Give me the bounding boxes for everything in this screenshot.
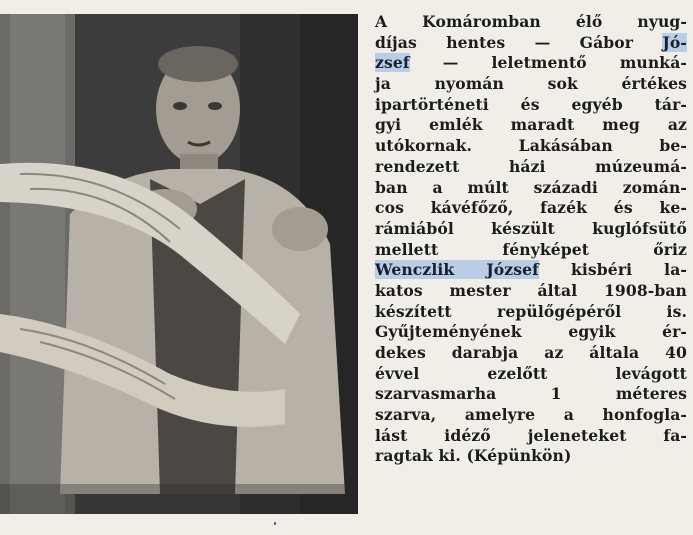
article-line	[375, 33, 687, 54]
text-segment: dekes darabja az általa 40	[375, 343, 687, 362]
text-segment: szarvasmarha 1 méteres	[375, 384, 687, 404]
text-segment: cos kávéfőző, fazék és ke-	[375, 198, 687, 218]
text-segment: Gyűjteményének egyik ér-	[375, 322, 687, 342]
article-line	[375, 240, 687, 261]
article-line	[375, 364, 687, 385]
article-line	[375, 322, 687, 343]
article-line	[375, 281, 687, 302]
article-line	[375, 157, 687, 178]
article-text	[375, 12, 687, 467]
text-segment: gyi emlék maradt meg az	[375, 115, 687, 135]
article-line	[375, 343, 687, 364]
article-line	[375, 302, 687, 323]
text-segment: rendezett házi múzeumá-	[375, 156, 687, 176]
photo-man-with-carved-horn	[0, 14, 358, 514]
print-speck	[274, 522, 276, 525]
article-line	[375, 426, 687, 447]
text-segment: kisbéri la-	[538, 260, 687, 280]
article-line	[375, 95, 687, 116]
article-line	[375, 74, 687, 95]
article-line	[375, 405, 687, 426]
highlighted-name: zsef	[375, 53, 410, 73]
text-segment: díjas hentes — Gábor	[375, 32, 663, 52]
article-line	[375, 219, 687, 240]
article-line	[375, 260, 687, 281]
text-segment: mellett fényképet őriz	[375, 239, 687, 259]
text-segment: ban a múlt századi zomán-	[375, 177, 687, 197]
text-segment: készített repülőgépéről is.	[375, 301, 687, 321]
article-line	[375, 53, 687, 74]
text-segment: utókornak. Lakásában be-	[375, 136, 687, 156]
text-segment: A Komáromban élő nyug-	[375, 12, 687, 31]
text-segment: rámiából készült kuglófsütő	[375, 218, 687, 238]
article-line	[375, 178, 687, 199]
article-line	[375, 12, 687, 33]
article-line	[375, 136, 687, 157]
article-line	[375, 198, 687, 219]
text-segment: szarva, amelyre a honfogla-	[375, 405, 687, 425]
text-segment: ja nyomán sok értékes	[375, 74, 687, 94]
article-line	[375, 115, 687, 136]
highlighted-name: Wenczlik József	[375, 260, 539, 280]
highlighted-name: Jó-	[662, 32, 687, 52]
article-line	[375, 384, 687, 405]
article-line	[375, 446, 687, 467]
text-segment: lást idéző jeleneteket fa-	[375, 425, 687, 445]
text-segment: katos mester által 1908-ban	[375, 280, 687, 300]
text-segment: — leletmentő munká-	[409, 53, 687, 73]
text-segment: évvel ezelőtt levágott	[375, 363, 687, 383]
text-segment: ragtak ki. (Képünkön)	[375, 446, 572, 466]
text-segment: ipartörténeti és egyéb tár-	[375, 94, 687, 114]
